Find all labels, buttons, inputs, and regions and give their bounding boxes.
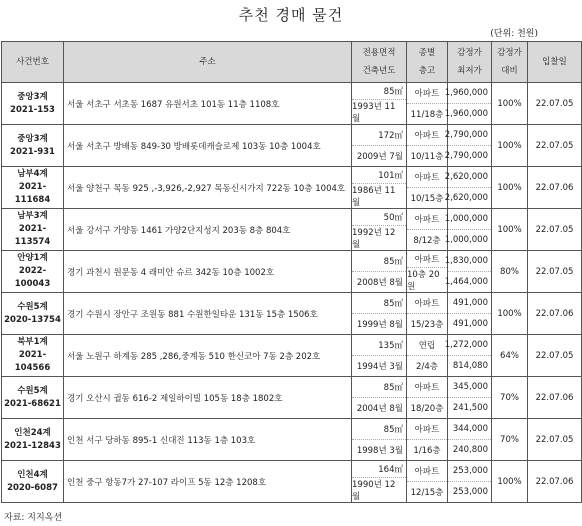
ratio-cell: 100% <box>492 83 528 125</box>
built-value: 1986년 11월 <box>352 185 396 208</box>
area-value: 85㎡ <box>352 378 406 399</box>
area-value: 85㎡ <box>352 84 406 100</box>
type-value: 아파트 <box>407 462 447 483</box>
header-area-built <box>352 42 407 83</box>
ratio-cell: 100% <box>492 293 528 335</box>
case-cell <box>2 335 64 377</box>
floor-value: 10층 20원 <box>407 269 440 292</box>
type-floor-cell <box>407 377 448 419</box>
header-address: 주소 <box>64 42 352 83</box>
case-number: 2021-12843 <box>4 440 61 451</box>
price-cell <box>444 83 492 125</box>
ratio-cell: 70% <box>492 377 528 419</box>
table-row <box>2 293 582 335</box>
min-price-value: 491,000 <box>452 318 488 329</box>
address-cell: 인천 중구 항동7가 27-107 라이프 5동 12층 1208호 <box>64 461 352 503</box>
address-cell: 서울 양천구 목동 925 ,-3,926,-2,927 목동신시가지 722동 10층 1004호 <box>64 167 352 209</box>
header-floor: 층고 <box>418 66 436 76</box>
ratio-cell: 100% <box>492 461 528 503</box>
appraisal-value: 491,000 <box>448 294 491 315</box>
table-row <box>2 419 582 461</box>
min-price-value: 814,080 <box>452 360 488 371</box>
area-built-cell <box>352 461 407 503</box>
header-built: 건축년도 <box>362 66 396 76</box>
min-price-value: 1,464,000 <box>444 276 488 287</box>
date-cell: 22.07.06 <box>528 167 582 209</box>
floor-value: 18/20층 <box>410 403 444 414</box>
type-value: 아파트 <box>407 252 447 268</box>
ratio-cell: 80% <box>492 251 528 293</box>
appraisal-value: 2,620,000 <box>448 168 491 189</box>
appraisal-value: 344,000 <box>448 420 491 441</box>
case-number: 2021-111684 <box>14 182 51 205</box>
built-value: 1998년 3월 <box>356 445 403 456</box>
price-cell <box>448 419 492 461</box>
header-ratio <box>492 42 528 83</box>
appraisal-value: 1,960,000 <box>448 84 491 105</box>
appraisal-value: 345,000 <box>448 378 491 399</box>
type-value: 아파트 <box>407 168 447 189</box>
built-value: 1994년 3월 <box>356 361 403 372</box>
area-value: 85㎡ <box>352 420 406 441</box>
type-floor-cell <box>407 419 448 461</box>
court-label: 수원5계 <box>17 385 48 396</box>
type-floor-cell <box>407 167 448 209</box>
table-row <box>2 251 582 293</box>
date-cell: 22.07.05 <box>528 209 582 251</box>
table-row <box>2 377 582 419</box>
case-cell <box>2 83 64 125</box>
price-cell <box>448 377 492 419</box>
header-type-floor <box>407 42 448 83</box>
date-cell: 22.07.05 <box>528 83 582 125</box>
type-floor-cell <box>407 461 448 503</box>
case-cell <box>2 293 64 335</box>
court-label: 안양1계 <box>17 253 48 263</box>
area-value: 85㎡ <box>352 252 406 273</box>
case-number: 2021-113574 <box>14 224 51 247</box>
floor-value: 1/16층 <box>413 445 441 456</box>
court-label: 인천24계 <box>14 427 51 438</box>
ratio-cell: 100% <box>492 125 528 167</box>
built-value: 1993년 11월 <box>352 101 396 124</box>
type-floor-cell <box>407 209 448 251</box>
min-price-value: 2,790,000 <box>444 150 488 161</box>
min-price-value: 253,000 <box>452 486 488 497</box>
case-number: 2021-68621 <box>4 398 61 409</box>
header-date: 입찰일 <box>528 42 582 83</box>
header-prices <box>448 42 492 83</box>
court-label: 북부1계 <box>17 337 48 347</box>
court-label: 남부3계 <box>17 211 48 221</box>
built-value: 1990년 12월 <box>352 479 396 502</box>
area-built-cell <box>352 167 407 209</box>
area-value: 164㎡ <box>352 462 406 478</box>
type-value: 아파트 <box>407 84 447 105</box>
address-cell: 경기 수원시 장안구 조원동 881 수원한일타운 131동 15층 1506호 <box>64 293 352 335</box>
address-cell: 경기 과천시 원문동 4 래미안 슈르 342동 10층 1002호 <box>64 251 352 293</box>
header-type: 종별 <box>418 48 436 58</box>
appraisal-value: 1,000,000 <box>448 210 491 231</box>
floor-value: 2/4층 <box>416 361 438 372</box>
address-cell: 경기 오산시 궐동 616-2 제일하이빌 105동 18층 1802호 <box>64 377 352 419</box>
court-label: 남부4계 <box>17 169 48 179</box>
case-number: 2020-6087 <box>7 482 58 493</box>
header-ratio-line2: 대비 <box>501 66 518 76</box>
min-price-value: 1,000,000 <box>444 234 488 245</box>
case-cell <box>2 419 64 461</box>
built-value: 1992년 12월 <box>352 227 396 250</box>
min-price-value: 1,960,000 <box>444 108 488 119</box>
court-label: 인천4계 <box>17 469 48 480</box>
type-value: 아파트 <box>407 294 447 315</box>
area-built-cell <box>352 293 407 335</box>
price-cell <box>444 125 492 167</box>
header-min-price: 최저가 <box>457 66 482 76</box>
table-row <box>2 125 582 167</box>
table-row <box>2 167 582 209</box>
area-built-cell <box>352 125 407 167</box>
ratio-cell: 64% <box>492 335 528 377</box>
address-cell: 서울 서초구 방배동 849-30 방배롯데캐슬로제 103동 10층 1004호 <box>64 125 352 167</box>
case-number: 2021-931 <box>10 146 55 157</box>
case-number: 2020-13754 <box>4 314 61 325</box>
court-label: 중앙3계 <box>17 91 48 102</box>
built-value: 2009년 7월 <box>356 151 403 162</box>
area-value: 101㎡ <box>352 168 406 184</box>
table-row <box>2 461 582 503</box>
floor-value: 12/15층 <box>410 487 444 498</box>
case-cell <box>2 251 64 293</box>
min-price-value: 2,620,000 <box>444 192 488 203</box>
area-built-cell <box>352 377 407 419</box>
area-value: 85㎡ <box>352 294 406 315</box>
floor-value: 8/12층 <box>413 235 441 246</box>
auction-table <box>1 41 582 503</box>
address-cell: 서울 노원구 하계동 285 ,286,중계동 510 한신코아 7동 2층 202호 <box>64 335 352 377</box>
table-row <box>2 209 582 251</box>
price-cell <box>444 335 492 377</box>
case-cell <box>2 167 64 209</box>
min-price-value: 240,800 <box>452 444 488 455</box>
page-title: 추천 경매 물건 <box>238 6 344 24</box>
type-floor-cell <box>407 251 448 293</box>
type-value: 아파트 <box>407 210 447 231</box>
case-cell <box>2 377 64 419</box>
ratio-cell: 70% <box>492 419 528 461</box>
address-cell: 서울 서초구 서초동 1687 유원서초 101동 11층 1108호 <box>64 83 352 125</box>
case-number: 2021-153 <box>10 104 55 115</box>
built-value: 1999년 8월 <box>356 319 403 330</box>
appraisal-value: 1,830,000 <box>448 252 491 273</box>
header-ratio-line1: 감정가 <box>497 48 522 58</box>
date-cell: 22.07.05 <box>528 335 582 377</box>
price-cell <box>448 293 492 335</box>
ratio-cell: 100% <box>492 167 528 209</box>
header-row <box>2 42 582 83</box>
case-number: 2021-104566 <box>14 350 51 373</box>
case-cell <box>2 209 64 251</box>
price-cell <box>444 209 492 251</box>
area-value: 135㎡ <box>352 336 406 357</box>
date-cell: 22.07.06 <box>528 293 582 335</box>
address-cell: 서울 강서구 가양동 1461 가양2단지성지 203동 8층 804호 <box>64 209 352 251</box>
price-cell <box>444 167 492 209</box>
type-value: 연립 <box>407 336 447 357</box>
appraisal-value: 1,272,000 <box>448 336 491 357</box>
header-appraisal: 감정가 <box>457 48 482 58</box>
appraisal-value: 253,000 <box>448 462 491 483</box>
price-cell <box>448 461 492 503</box>
date-cell: 22.07.06 <box>528 377 582 419</box>
area-value: 50㎡ <box>352 210 406 226</box>
type-floor-cell <box>407 293 448 335</box>
area-built-cell <box>352 335 407 377</box>
floor-value: 10/15층 <box>410 193 444 204</box>
area-built-cell <box>352 251 407 293</box>
date-cell: 22.07.05 <box>528 419 582 461</box>
date-cell: 22.07.05 <box>528 251 582 293</box>
built-value: 2008년 8월 <box>356 277 403 288</box>
price-cell <box>444 251 492 293</box>
date-cell: 22.07.05 <box>528 125 582 167</box>
min-price-value: 241,500 <box>452 402 488 413</box>
type-floor-cell <box>407 335 448 377</box>
type-floor-cell <box>407 83 448 125</box>
type-floor-cell <box>407 125 448 167</box>
area-built-cell <box>352 83 407 125</box>
address-cell: 인천 서구 당하동 895-1 신대진 113동 1층 103호 <box>64 419 352 461</box>
area-value: 172㎡ <box>352 126 406 147</box>
court-label: 중앙3계 <box>17 133 48 144</box>
floor-value: 10/11층 <box>410 151 444 162</box>
source-note: 자료: 지지옥션 <box>4 513 63 523</box>
built-value: 2004년 8월 <box>356 403 403 414</box>
case-cell <box>2 461 64 503</box>
type-value: 아파트 <box>407 378 447 399</box>
header-case-no: 사건번호 <box>2 42 64 83</box>
unit-note: (단위: 천원) <box>490 29 538 39</box>
type-value: 아파트 <box>407 126 447 147</box>
table-row <box>2 335 582 377</box>
floor-value: 15/23층 <box>410 319 444 330</box>
area-built-cell <box>352 209 407 251</box>
case-number: 2022-100043 <box>14 266 51 289</box>
area-built-cell <box>352 419 407 461</box>
case-cell <box>2 125 64 167</box>
date-cell: 22.07.06 <box>528 461 582 503</box>
type-value: 아파트 <box>407 420 447 441</box>
table-row <box>2 83 582 125</box>
floor-value: 11/18층 <box>410 109 444 120</box>
header-area: 전용면적 <box>362 48 396 58</box>
ratio-cell: 100% <box>492 209 528 251</box>
court-label: 수원5계 <box>17 301 48 312</box>
appraisal-value: 2,790,000 <box>448 126 491 147</box>
